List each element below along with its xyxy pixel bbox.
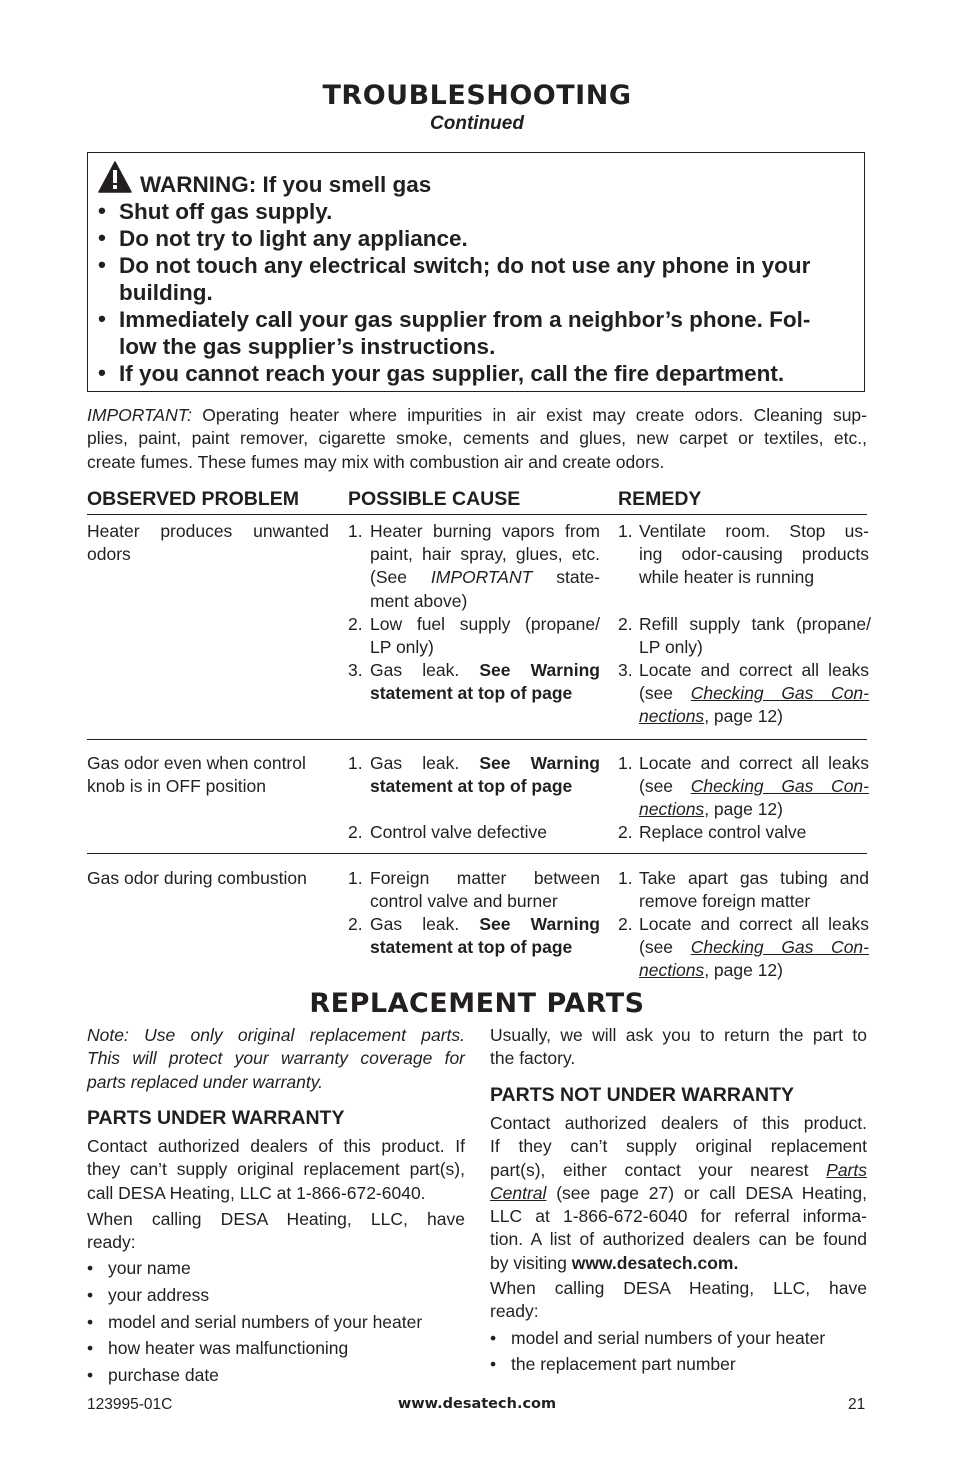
warning-item: Do not try to light any appliance. (119, 226, 468, 251)
parts-central-link[interactable]: Central (490, 1182, 547, 1203)
list-number: 2. (618, 822, 633, 842)
list-item: your address (108, 1285, 210, 1305)
text-line: Operating heater where impurities in air exist may create odors. Cleaning sup- (202, 405, 867, 425)
table-row-rule (87, 853, 867, 854)
table-row-problem: Gas odor during combustion (87, 868, 307, 888)
warning-item: Shut off gas supply. (119, 199, 333, 224)
parts-under-warranty-heading: PARTS UNDER WARRANTY (87, 1107, 345, 1129)
page-number: 21 (848, 1396, 866, 1413)
desatech-link[interactable]: www.desatech.com. (571, 1252, 739, 1273)
bullet: • (87, 1312, 94, 1332)
important-paragraph (87, 404, 867, 474)
column-header-problem: OBSERVED PROBLEM (87, 488, 300, 510)
warning-item: Do not touch any electrical switch; do not use any phone in your (119, 253, 811, 278)
list-number: 2. (348, 822, 363, 842)
bullet: • (98, 306, 106, 331)
bullet: • (490, 1328, 497, 1348)
important-label: IMPORTANT: (87, 405, 192, 425)
text-line: create fumes. These fumes may mix with combustion air and create odors. (87, 451, 665, 472)
remedy-item: Locate and correct all leaks (see Checking Gas Con- nections, page 12) (639, 753, 869, 820)
list-number: 1. (618, 753, 633, 773)
remedy-item: Take apart gas tubing and remove foreign matter (639, 868, 869, 912)
list-number: 2. (618, 914, 633, 934)
list-number: 1. (348, 753, 363, 773)
footer-url[interactable]: www.desatech.com (397, 1396, 557, 1412)
list-item: how heater was malfunctioning (108, 1338, 349, 1358)
table-row-rule (87, 739, 867, 740)
remedy-item: Replace control valve (639, 822, 807, 842)
cause-item: Foreign matter between control valve and burner (370, 868, 600, 912)
bullet: • (98, 198, 106, 223)
warning-heading: WARNING: If you smell gas (140, 172, 432, 197)
parts-under-warranty-text: Contact authorized dealers of this product. If they can’t supply original replacement part(s), call DESA Heating, LLC at 1-866-672-6040. (87, 1136, 465, 1203)
warning-item: If you cannot reach your gas supplier, call the fire department. (119, 361, 785, 386)
list-item: the replacement part number (511, 1354, 736, 1374)
page-title: TROUBLESHOOTING (322, 80, 632, 111)
cause-item: Gas leak. See Warning statement at top of page (370, 660, 600, 704)
parts-return-note: Usually, we will ask you to return the part to the factory. (490, 1025, 867, 1069)
list-item: purchase date (108, 1365, 219, 1385)
table-row-problem: Heater produces unwanted odors (87, 521, 329, 565)
warning-item: building. (119, 280, 213, 305)
list-number: 1. (348, 868, 363, 888)
list-item: your name (108, 1258, 191, 1278)
list-number: 3. (348, 660, 363, 680)
list-number: 1. (618, 868, 633, 888)
list-number: 2. (348, 914, 363, 934)
cause-item: Gas leak. See Warning statement at top of page (370, 914, 600, 958)
warning-triangle-icon (98, 161, 132, 193)
bullet: • (98, 252, 106, 277)
cause-item: Control valve defective (370, 822, 548, 842)
bullet: • (87, 1285, 94, 1305)
cause-item: Low fuel supply (propane/ LP only) (370, 614, 600, 658)
parts-under-calling: When calling DESA Heating, LLC, have ready: (87, 1209, 465, 1253)
list-number: 2. (348, 614, 363, 634)
remedy-item: Ventilate room. Stop us- ing odor-causing products while heater is running (639, 521, 869, 588)
bullet: • (87, 1258, 94, 1278)
parts-central-link[interactable]: Parts (826, 1159, 867, 1180)
page-subtitle: Continued (430, 113, 524, 134)
parts-not-under-warranty-text: Contact authorized dealers of this product. If they can’t supply original replacement part(s), either contact your nearest Parts Central (see page 27) or call DESA Heating, LLC at 1-866-672-6040 for referral informa- tion. A list of authorized dealers can be found by visiting www.desatech.com. (490, 1113, 867, 1273)
list-number: 2. (618, 614, 633, 634)
bullet: • (98, 360, 106, 385)
warning-box (87, 152, 865, 392)
remedy-item: Locate and correct all leaks (see Checking Gas Con- nections, page 12) (639, 914, 869, 981)
parts-not-under-calling: When calling DESA Heating, LLC, have ready: (490, 1278, 867, 1322)
bullet: • (490, 1354, 497, 1374)
bullet: • (87, 1365, 94, 1385)
cause-item: Heater burning vapors from paint, hair spray, glues, etc. (See IMPORTANT state- ment above) (370, 521, 600, 611)
remedy-item: Refill supply tank (propane/ LP only) (639, 614, 871, 658)
list-item: model and serial numbers of your heater (511, 1328, 826, 1348)
bullet: • (87, 1338, 94, 1358)
column-header-remedy: REMEDY (618, 488, 702, 510)
list-item: model and serial numbers of your heater (108, 1312, 423, 1332)
list-number: 1. (618, 521, 633, 541)
column-header-cause: POSSIBLE CAUSE (348, 488, 521, 510)
parts-note: Note: Use only original replacement parts. This will protect your warranty coverage for parts replaced under warranty. (87, 1025, 465, 1092)
remedy-item: Locate and correct all leaks (see Checking Gas Con- nections, page 12) (639, 660, 869, 727)
parts-not-under-warranty-heading: PARTS NOT UNDER WARRANTY (490, 1084, 795, 1106)
table-header-rule (87, 514, 867, 515)
table-row-problem: Gas odor even when control knob is in OFF position (87, 753, 306, 797)
document-code: 123995-01C (87, 1396, 173, 1413)
list-number: 3. (618, 660, 633, 680)
bullet: • (98, 225, 106, 250)
warning-item: Immediately call your gas supplier from a neighbor’s phone. Fol- (119, 307, 811, 332)
section-title: REPLACEMENT PARTS (309, 988, 645, 1019)
warning-item: low the gas supplier’s instructions. (119, 334, 496, 359)
list-number: 1. (348, 521, 363, 541)
text-line: plies, paint, paint remover, cigarette smoke, cements and glues, new carpet or textiles, etc., (87, 428, 867, 449)
cause-item: Gas leak. See Warning statement at top of page (370, 753, 600, 797)
